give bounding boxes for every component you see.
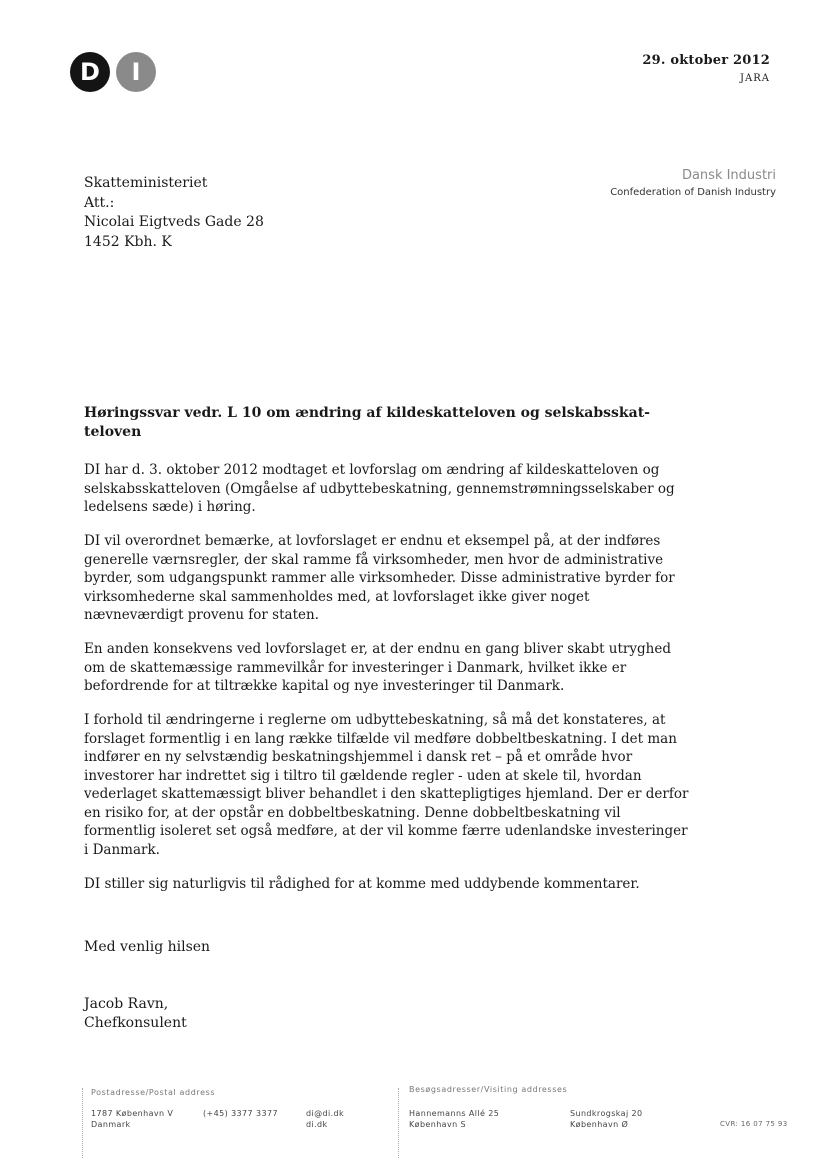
di-logo [70,52,162,92]
recipient-line: Att.: [84,194,115,211]
logo-letter-i: I [116,52,156,92]
visit-line: Hannemanns Allé 25 [409,1109,500,1118]
author-initials: JARA [740,73,770,84]
footer-cvr: CVR: 16 07 75 93 [720,1120,788,1128]
recipient-line: Skatteministeriet [84,175,208,191]
recipient-line: Nicolai Eigtveds Gade 28 [84,214,264,230]
logo-letter-d: D [70,52,110,92]
signature-block [84,995,187,1033]
footer-contact [306,1108,344,1130]
recipient-line: 1452 Kbh. K [84,233,172,250]
org-subtitle: Confederation of Danish Industry [610,187,776,198]
visit-line: København S [409,1120,467,1129]
footer-phone: (+45) 3377 3377 [203,1109,278,1118]
footer-web: di.dk [306,1120,328,1129]
visit-line: København Ø [570,1120,629,1129]
visiting-address-1 [409,1108,499,1130]
visiting-address-label: Besøgsadresser/Visiting addresses [409,1085,568,1094]
body-paragraph: DI vil overordnet bemærke, at lovforslaget er endnu et eksempel på, at der indføres generelle værnsregler, der skal ramme få virksomheder, men hvor de administrative byrder, som udgangspunkt rammer alle virksomheder. Disse administrative byrder for virksomhederne skal sammenholdes med, at lovforslaget ikke giver noget nævneværdigt provenu for staten. [84,533,675,623]
postal-address [91,1108,173,1130]
body-paragraph: DI har d. 3. oktober 2012 modtaget et lovforslag om ændring af kildeskatteloven og selskabsskatteloven (Omgåelse af udbyttebeskatning, gennemstrømningsselskaber og ledelsens sæde) i høring. [84,462,675,515]
body-paragraph: DI stiller sig naturligvis til rådighed for at komme med uddybende kommentarer. [84,875,640,892]
org-name: Dansk Industri [681,168,776,183]
signer-title: Chefkonsulent [84,1015,187,1031]
closing-greeting: Med venlig hilsen [84,939,211,955]
body-paragraph: En anden konsekvens ved lovforslaget er, at der endnu en gang bliver skabt utryghed om de skattemæssige rammevilkår for investeringer i Danmark, hvilket ikke er befordrende for at tiltrække kapital og nye investeringer til Danmark. [84,641,671,694]
postal-line: Danmark [91,1120,131,1129]
visit-line: Sundkrogskaj 20 [570,1109,643,1118]
footer-divider [398,1088,399,1158]
recipient-address [84,174,264,252]
letter-subject: Høringssvar vedr. L 10 om ændring af kildeskatteloven og selskabsskat-teloven [84,405,650,440]
footer-email: di@di.dk [306,1109,345,1118]
letter-date: 29. oktober 2012 [642,53,770,68]
signer-name: Jacob Ravn, [84,996,169,1012]
postal-line: 1787 København V [91,1109,174,1118]
visiting-address-2 [570,1108,643,1130]
footer-divider [82,1088,83,1158]
postal-address-label: Postadresse/Postal address [91,1088,216,1097]
body-paragraph: I forhold til ændringerne i reglerne om udbyttebeskatning, så må det konstateres, at forslaget formentlig i en lang række tilfælde vil medføre dobbeltbeskatning. I det man indfører en ny selvstændig beskatningshjemmel i dansk ret – på et område hvor investorer har indrettet sig i tiltro til gældende regler - uden at skele til, hvordan vederlaget skattemæssigt bliver behandlet i den skattepligtiges hjemland. Der er derfor en risiko for, at der opstår en dobbeltbeskatning. Denne dobbeltbeskatning vil formentlig isoleret set også medføre, at der vil komme færre udenlandske investeringer i Danmark. [84,712,689,858]
letter-body [84,461,692,909]
